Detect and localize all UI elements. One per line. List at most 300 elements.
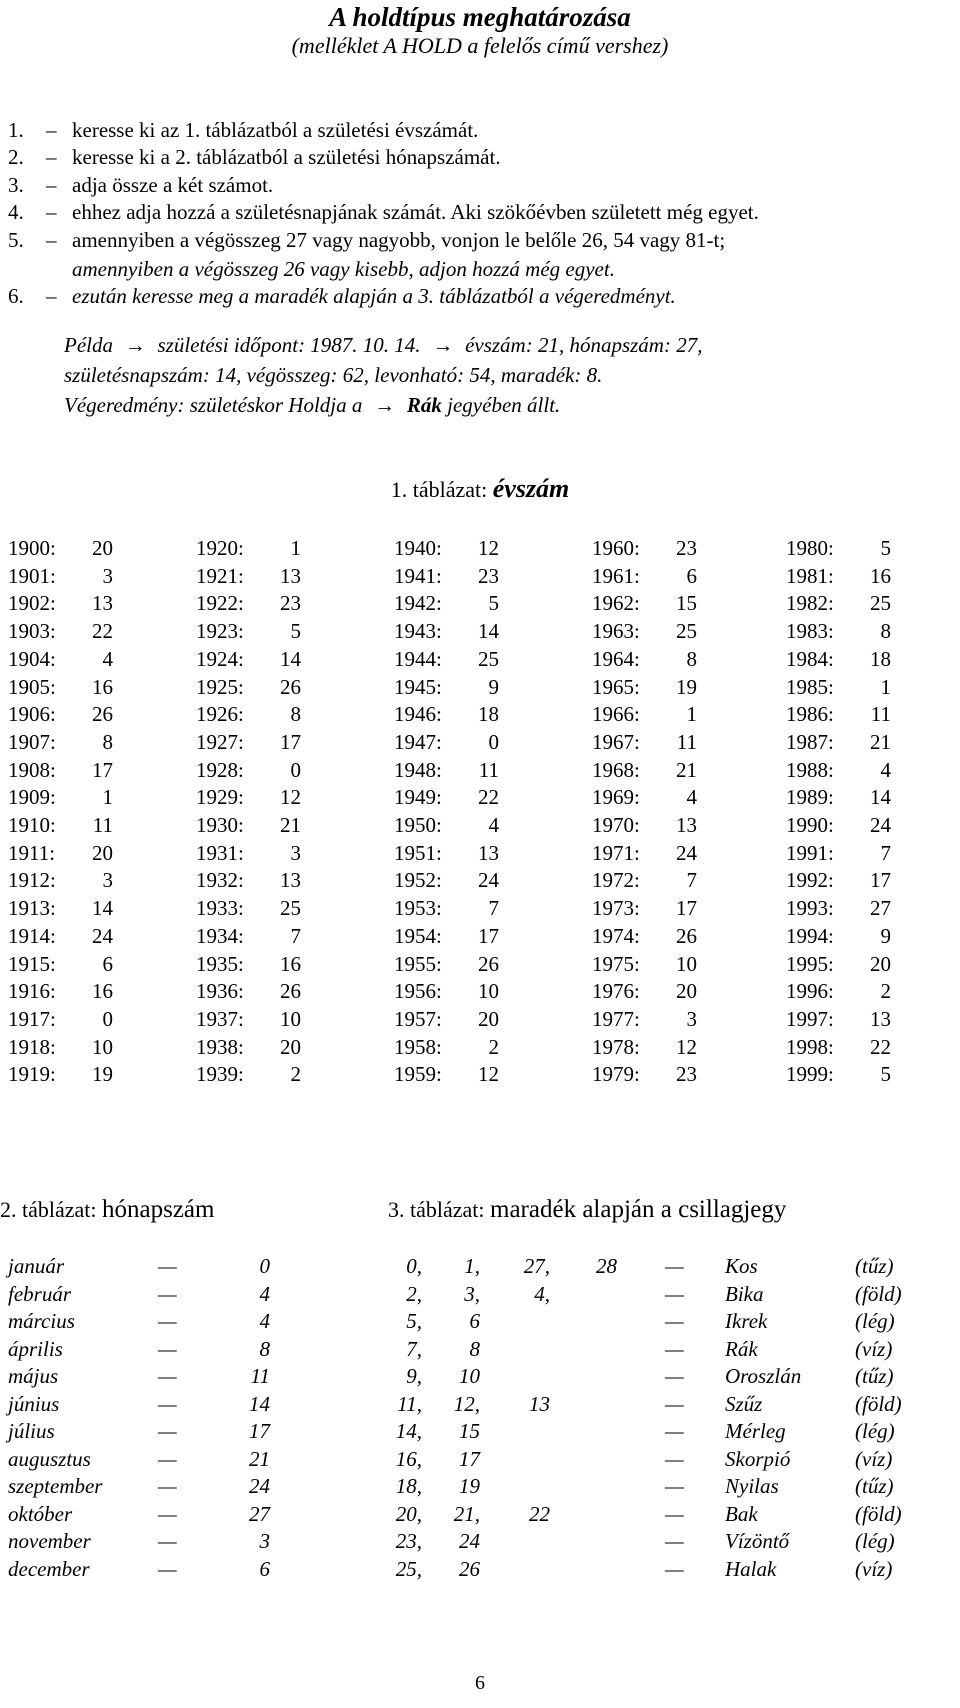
month-name: szeptember bbox=[8, 1474, 103, 1498]
zodiac-sign: Bak bbox=[725, 1501, 758, 1526]
year-value: 2 bbox=[488, 1034, 499, 1059]
year-value: 1 bbox=[880, 674, 891, 699]
year-value: 4 bbox=[102, 646, 113, 671]
year: 1905: bbox=[8, 674, 56, 699]
year-cell bbox=[8, 619, 113, 645]
year: 1982: bbox=[786, 591, 834, 616]
sign-row bbox=[0, 1419, 950, 1445]
year-cell bbox=[592, 619, 697, 645]
year: 1922: bbox=[196, 591, 244, 616]
remainder-value: 24 bbox=[459, 1529, 480, 1553]
remainder-value: 5, bbox=[406, 1309, 422, 1333]
year-cell bbox=[394, 952, 499, 978]
year: 1951: bbox=[394, 840, 442, 865]
sign-row bbox=[0, 1254, 950, 1280]
year-cell bbox=[8, 952, 113, 978]
month-value: 17 bbox=[249, 1419, 270, 1443]
year-cell bbox=[8, 924, 113, 950]
remainder-value: 2, bbox=[406, 1281, 422, 1306]
month-name: február bbox=[8, 1281, 71, 1306]
year-cell bbox=[196, 702, 301, 728]
year-value: 1 bbox=[686, 702, 697, 727]
zodiac-element: (víz) bbox=[855, 1446, 893, 1471]
year-cell bbox=[394, 896, 499, 922]
month-value: 27 bbox=[249, 1501, 270, 1526]
year-value: 10 bbox=[92, 1034, 113, 1059]
year-cell bbox=[8, 1062, 113, 1088]
year-cell bbox=[8, 675, 113, 701]
year-value: 1 bbox=[290, 536, 301, 560]
year-cell bbox=[786, 758, 891, 784]
year: 1978: bbox=[592, 1034, 640, 1059]
dash-icon: — bbox=[158, 1391, 177, 1416]
month-value: 4 bbox=[259, 1281, 270, 1306]
dash-icon: – bbox=[46, 200, 57, 224]
year-value: 20 bbox=[478, 1006, 499, 1031]
year-value: 18 bbox=[870, 646, 891, 671]
year-value: 8 bbox=[880, 619, 891, 644]
year-cell bbox=[592, 868, 697, 894]
year-value: 2 bbox=[290, 1062, 301, 1087]
year-value: 13 bbox=[478, 840, 499, 865]
year: 1998: bbox=[786, 1034, 834, 1059]
year: 1949: bbox=[394, 785, 442, 810]
year-cell bbox=[196, 924, 301, 950]
zodiac-element: (föld) bbox=[855, 1281, 902, 1306]
year: 1991: bbox=[786, 840, 834, 865]
table1-title-prefix: 1. táblázat: bbox=[390, 477, 488, 502]
remainder-value: 16, bbox=[395, 1446, 422, 1471]
year-cell bbox=[786, 702, 891, 728]
year-value: 8 bbox=[686, 646, 697, 671]
year: 1985: bbox=[786, 674, 834, 699]
page-title: A holdtípus meghatározása bbox=[329, 2, 631, 32]
year-value: 22 bbox=[478, 785, 499, 810]
month-value: 21 bbox=[249, 1446, 270, 1471]
year-value: 11 bbox=[870, 702, 891, 727]
year: 1968: bbox=[592, 757, 640, 782]
year-value: 3 bbox=[102, 563, 113, 588]
year-value: 20 bbox=[92, 840, 113, 865]
sign-row bbox=[0, 1364, 950, 1390]
dash-icon: — bbox=[158, 1474, 177, 1498]
table3-title-word: maradék alapján a csillagjegy bbox=[490, 1196, 787, 1223]
year-cell bbox=[8, 813, 113, 839]
zodiac-sign: Ikrek bbox=[725, 1309, 768, 1333]
year-cell bbox=[394, 619, 499, 645]
page-subtitle: (melléklet A HOLD a felelős című vershez) bbox=[291, 33, 669, 58]
month-name: június bbox=[8, 1391, 60, 1416]
year-value: 0 bbox=[102, 1006, 113, 1031]
year: 1959: bbox=[394, 1062, 442, 1087]
year: 1945: bbox=[394, 674, 442, 699]
remainder-value: 7, bbox=[406, 1336, 422, 1361]
year-cell bbox=[592, 758, 697, 784]
year-value: 24 bbox=[478, 868, 499, 893]
dash-icon: — bbox=[665, 1419, 684, 1443]
remainder-value: 0, bbox=[406, 1254, 422, 1278]
year: 1979: bbox=[592, 1062, 640, 1087]
year: 1920: bbox=[196, 536, 244, 560]
year: 1900: bbox=[8, 536, 56, 560]
year-cell bbox=[592, 647, 697, 673]
year: 1963: bbox=[592, 619, 640, 644]
year-cell bbox=[394, 868, 499, 894]
step-number: 4. bbox=[8, 200, 24, 224]
year-cell bbox=[196, 675, 301, 701]
year-value: 22 bbox=[870, 1034, 891, 1059]
year-cell bbox=[394, 1035, 499, 1061]
year: 1953: bbox=[394, 896, 442, 921]
zodiac-sign: Skorpió bbox=[725, 1446, 791, 1471]
remainder-value: 1, bbox=[464, 1254, 480, 1278]
year-value: 23 bbox=[676, 536, 697, 560]
year-value: 26 bbox=[280, 674, 301, 699]
step-item bbox=[8, 144, 948, 170]
step-text: amennyiben a végösszeg 27 vagy nagyobb, vonjon le belőle 26, 54 vagy 81-t; bbox=[72, 228, 726, 252]
dash-icon: — bbox=[158, 1254, 177, 1278]
year-value: 12 bbox=[676, 1034, 697, 1059]
year-cell bbox=[196, 841, 301, 867]
year-value: 14 bbox=[478, 619, 499, 644]
year: 1971: bbox=[592, 840, 640, 865]
step-number: 3. bbox=[8, 173, 24, 197]
year-cell bbox=[592, 785, 697, 811]
year-cell bbox=[592, 730, 697, 756]
year: 1990: bbox=[786, 813, 834, 837]
table3-title bbox=[388, 1196, 786, 1224]
remainder-value: 11, bbox=[397, 1391, 422, 1416]
remainder-value: 22 bbox=[529, 1501, 550, 1526]
year: 1987: bbox=[786, 729, 834, 754]
dash-icon: — bbox=[158, 1281, 177, 1306]
year-cell bbox=[394, 1062, 499, 1088]
dash-icon: — bbox=[665, 1474, 684, 1498]
step-number: 6. bbox=[8, 284, 24, 308]
year-cell bbox=[8, 785, 113, 811]
table3-title-prefix: 3. táblázat: bbox=[388, 1197, 485, 1222]
year-cell bbox=[592, 564, 697, 590]
year-cell bbox=[8, 591, 113, 617]
remainder-value: 21, bbox=[453, 1501, 480, 1526]
dash-icon: — bbox=[665, 1309, 684, 1333]
year-value: 25 bbox=[478, 646, 499, 671]
year-value: 24 bbox=[676, 840, 697, 865]
table1-grid bbox=[0, 536, 960, 1136]
year-value: 13 bbox=[92, 591, 113, 616]
year: 1938: bbox=[196, 1034, 244, 1059]
year: 1902: bbox=[8, 591, 56, 616]
sign-row bbox=[0, 1529, 950, 1555]
year-cell bbox=[786, 1062, 891, 1088]
remainder-value: 9, bbox=[406, 1364, 422, 1388]
year: 1943: bbox=[394, 619, 442, 644]
year-value: 11 bbox=[478, 757, 499, 782]
year: 1940: bbox=[394, 536, 442, 560]
year-value: 13 bbox=[280, 563, 301, 588]
year-cell bbox=[786, 785, 891, 811]
year-cell bbox=[786, 675, 891, 701]
dash-icon: — bbox=[158, 1309, 177, 1333]
year: 1947: bbox=[394, 729, 442, 754]
step-text: adja össze a két számot. bbox=[72, 173, 274, 197]
year: 1961: bbox=[592, 563, 640, 588]
year: 1927: bbox=[196, 729, 244, 754]
year-value: 22 bbox=[92, 619, 113, 644]
dash-icon: – bbox=[46, 228, 57, 252]
zodiac-element: (föld) bbox=[855, 1501, 902, 1526]
year-cell bbox=[786, 591, 891, 617]
year: 1948: bbox=[394, 757, 442, 782]
year-value: 7 bbox=[880, 840, 891, 865]
year-value: 7 bbox=[488, 896, 499, 921]
year: 1965: bbox=[592, 674, 640, 699]
year-cell bbox=[8, 868, 113, 894]
month-name: október bbox=[8, 1501, 73, 1526]
year-value: 25 bbox=[676, 619, 697, 644]
year-cell bbox=[196, 758, 301, 784]
example-result bbox=[64, 393, 560, 418]
year-value: 14 bbox=[870, 785, 891, 810]
year: 1996: bbox=[786, 979, 834, 1004]
year-cell bbox=[394, 924, 499, 950]
sign-row bbox=[0, 1557, 950, 1583]
month-name: november bbox=[8, 1529, 91, 1553]
year-cell bbox=[196, 536, 301, 562]
year: 1911: bbox=[8, 840, 56, 865]
year-value: 23 bbox=[676, 1062, 697, 1087]
year: 1967: bbox=[592, 729, 640, 754]
year-value: 7 bbox=[686, 868, 697, 893]
year: 1934: bbox=[196, 923, 244, 948]
remainder-value: 8 bbox=[469, 1336, 480, 1361]
year: 1919: bbox=[8, 1062, 56, 1087]
year-cell bbox=[8, 979, 113, 1005]
year-cell bbox=[394, 591, 499, 617]
remainder-value: 12, bbox=[453, 1391, 480, 1416]
year-cell bbox=[592, 675, 697, 701]
year-cell bbox=[592, 841, 697, 867]
sign-row bbox=[0, 1392, 950, 1418]
year: 1970: bbox=[592, 813, 640, 837]
sign-row bbox=[0, 1309, 950, 1335]
year-value: 10 bbox=[280, 1006, 301, 1031]
year-cell bbox=[786, 1035, 891, 1061]
step-item bbox=[8, 199, 948, 225]
year: 1986: bbox=[786, 702, 834, 727]
year-cell bbox=[8, 702, 113, 728]
dash-icon: — bbox=[665, 1529, 684, 1553]
year-value: 3 bbox=[102, 868, 113, 893]
year: 1977: bbox=[592, 1006, 640, 1031]
example-label: Példa bbox=[64, 333, 113, 357]
year-cell bbox=[196, 868, 301, 894]
year-cell bbox=[786, 564, 891, 590]
year: 1980: bbox=[786, 536, 834, 560]
year: 1904: bbox=[8, 646, 56, 671]
year: 1983: bbox=[786, 619, 834, 644]
step-number: 5. bbox=[8, 228, 24, 252]
remainder-value: 6 bbox=[469, 1309, 480, 1333]
year-value: 2 bbox=[880, 979, 891, 1004]
year-cell bbox=[196, 785, 301, 811]
example-birth: születési időpont: 1987. 10. 14. bbox=[157, 333, 421, 357]
year: 1921: bbox=[196, 563, 244, 588]
year-value: 3 bbox=[290, 840, 301, 865]
dash-icon: — bbox=[665, 1391, 684, 1416]
remainder-value: 15 bbox=[459, 1419, 480, 1443]
remainder-value: 3, bbox=[464, 1281, 480, 1306]
year: 1930: bbox=[196, 813, 244, 837]
zodiac-sign: Halak bbox=[725, 1556, 777, 1581]
year-cell bbox=[592, 591, 697, 617]
year-cell bbox=[8, 1007, 113, 1033]
year-cell bbox=[196, 1007, 301, 1033]
zodiac-sign: Kos bbox=[725, 1254, 758, 1278]
sign-row bbox=[0, 1502, 950, 1528]
year-cell bbox=[394, 1007, 499, 1033]
year-cell bbox=[196, 979, 301, 1005]
dash-icon: – bbox=[46, 145, 57, 169]
result-prefix: Végeredmény: születéskor Holdja a bbox=[64, 393, 363, 417]
year-value: 11 bbox=[676, 729, 697, 754]
year: 1969: bbox=[592, 785, 640, 810]
year-cell bbox=[196, 1062, 301, 1088]
year-cell bbox=[394, 564, 499, 590]
year-value: 20 bbox=[92, 536, 113, 560]
year-value: 19 bbox=[92, 1062, 113, 1087]
year-cell bbox=[394, 813, 499, 839]
year: 1989: bbox=[786, 785, 834, 810]
month-name: július bbox=[8, 1419, 55, 1443]
year: 1936: bbox=[196, 979, 244, 1004]
year-value: 5 bbox=[290, 619, 301, 644]
year-value: 4 bbox=[880, 757, 891, 782]
year: 1942: bbox=[394, 591, 442, 616]
year-value: 19 bbox=[676, 674, 697, 699]
zodiac-sign: Rák bbox=[725, 1336, 758, 1361]
year: 1976: bbox=[592, 979, 640, 1004]
year-cell bbox=[8, 1035, 113, 1061]
year: 1915: bbox=[8, 951, 56, 976]
year-value: 3 bbox=[686, 1006, 697, 1031]
result-sign: Rák bbox=[406, 393, 442, 417]
year-value: 5 bbox=[880, 1062, 891, 1087]
year: 1975: bbox=[592, 951, 640, 976]
step-item bbox=[8, 256, 948, 282]
month-value: 14 bbox=[249, 1391, 270, 1416]
dash-icon: — bbox=[158, 1501, 177, 1526]
month-value: 8 bbox=[259, 1336, 270, 1361]
step-number: 2. bbox=[8, 145, 24, 169]
sign-row bbox=[0, 1447, 950, 1473]
year-value: 17 bbox=[870, 868, 891, 893]
year-value: 11 bbox=[92, 813, 113, 837]
year-cell bbox=[196, 952, 301, 978]
year-cell bbox=[592, 536, 697, 562]
year-value: 12 bbox=[280, 785, 301, 810]
example-line-1 bbox=[64, 333, 702, 358]
year-cell bbox=[196, 896, 301, 922]
year-value: 16 bbox=[870, 563, 891, 588]
sign-row bbox=[0, 1337, 950, 1363]
year-value: 21 bbox=[870, 729, 891, 754]
year-cell bbox=[786, 730, 891, 756]
year-value: 14 bbox=[92, 896, 113, 921]
year-cell bbox=[592, 1062, 697, 1088]
zodiac-sign: Szűz bbox=[725, 1391, 763, 1416]
year: 1929: bbox=[196, 785, 244, 810]
year-value: 14 bbox=[280, 646, 301, 671]
year-value: 23 bbox=[478, 563, 499, 588]
year: 1923: bbox=[196, 619, 244, 644]
year: 1972: bbox=[592, 868, 640, 893]
year: 1944: bbox=[394, 646, 442, 671]
remainder-value: 13 bbox=[529, 1391, 550, 1416]
year: 1932: bbox=[196, 868, 244, 893]
month-name: április bbox=[8, 1336, 63, 1361]
year-value: 5 bbox=[488, 591, 499, 616]
year: 1956: bbox=[394, 979, 442, 1004]
year-value: 26 bbox=[676, 923, 697, 948]
year-cell bbox=[786, 979, 891, 1005]
dash-icon: — bbox=[158, 1336, 177, 1361]
year-value: 21 bbox=[280, 813, 301, 837]
year: 1973: bbox=[592, 896, 640, 921]
dash-icon: — bbox=[158, 1529, 177, 1553]
year-cell bbox=[592, 813, 697, 839]
remainder-value: 23, bbox=[395, 1529, 422, 1553]
arrow-right-icon: → bbox=[124, 333, 146, 357]
zodiac-sign: Nyilas bbox=[725, 1474, 779, 1498]
year-value: 0 bbox=[290, 757, 301, 782]
sign-row bbox=[0, 1282, 950, 1308]
year: 1958: bbox=[394, 1034, 442, 1059]
year: 1950: bbox=[394, 813, 442, 837]
year-value: 24 bbox=[870, 813, 891, 837]
year-value: 20 bbox=[280, 1034, 301, 1059]
year: 1935: bbox=[196, 951, 244, 976]
year: 1946: bbox=[394, 702, 442, 727]
year-cell bbox=[394, 647, 499, 673]
year-value: 15 bbox=[676, 591, 697, 616]
year-value: 26 bbox=[280, 979, 301, 1004]
year-value: 20 bbox=[870, 951, 891, 976]
year: 1928: bbox=[196, 757, 244, 782]
year-cell bbox=[394, 979, 499, 1005]
year: 1957: bbox=[394, 1006, 442, 1031]
year: 1952: bbox=[394, 868, 442, 893]
year-value: 16 bbox=[280, 951, 301, 976]
step-text: ehhez adja hozzá a születésnapjának számát. Aki szökőévben született még egyet. bbox=[72, 200, 759, 224]
remainder-value: 17 bbox=[459, 1446, 480, 1471]
year-cell bbox=[8, 896, 113, 922]
zodiac-element: (tűz) bbox=[855, 1364, 894, 1388]
year-value: 9 bbox=[488, 674, 499, 699]
page-number: 6 bbox=[475, 1672, 485, 1694]
year-value: 16 bbox=[92, 674, 113, 699]
year: 1901: bbox=[8, 563, 56, 588]
year-cell bbox=[8, 730, 113, 756]
year-value: 8 bbox=[290, 702, 301, 727]
result-suffix: jegyében állt. bbox=[447, 393, 561, 417]
zodiac-element: (tűz) bbox=[855, 1254, 894, 1278]
year-cell bbox=[786, 647, 891, 673]
year-value: 16 bbox=[92, 979, 113, 1004]
remainder-value: 19 bbox=[459, 1474, 480, 1498]
year: 1918: bbox=[8, 1034, 56, 1059]
remainder-value: 28 bbox=[596, 1254, 617, 1278]
